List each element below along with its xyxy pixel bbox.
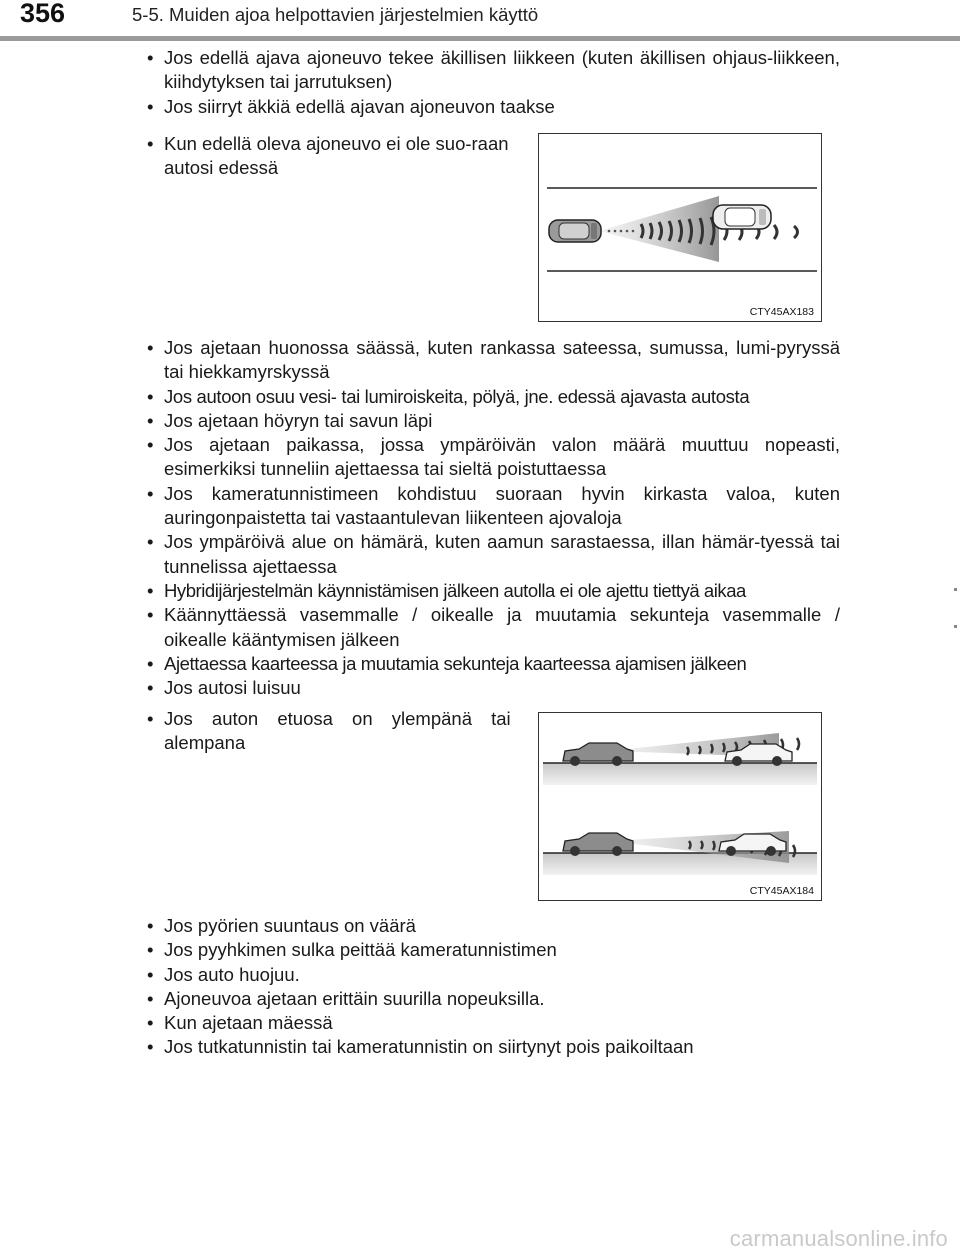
list-item: • Jos pyörien suuntaus on väärä bbox=[147, 914, 840, 938]
figure-offset-vehicle bbox=[538, 133, 822, 322]
front-height-illustration bbox=[539, 713, 821, 900]
list-item: • Jos kameratunnistimeen kohdistuu suoraan hyvin kirkasta valoa, kuten auringonpaistetta tai vastaantulevan liikenteen ajovaloja bbox=[147, 482, 840, 531]
list-item: • Käännyttäessä vasemmalle / oikealle ja muutamia sekunteja vasemmalle / oikealle kääntymisen jälkeen bbox=[147, 603, 840, 652]
list-item: • Jos edellä ajava ajoneuvo tekee äkillisen liikkeen (kuten äkillisen ohjaus-liikkeen, kiihdytyksen tai jarrutuksen) bbox=[147, 46, 840, 95]
figure-code: CTY45AX183 bbox=[749, 306, 814, 318]
list-item: • Jos ajetaan höyryn tai savun läpi bbox=[147, 409, 840, 433]
list-item: • Jos siirryt äkkiä edellä ajavan ajoneuvon taakse bbox=[147, 95, 840, 119]
bullet-list-offset-vehicle bbox=[147, 132, 522, 181]
header-rule bbox=[0, 36, 960, 41]
bullet-list-other-conditions bbox=[147, 914, 840, 1060]
margin-mark bbox=[954, 588, 957, 591]
list-item: • Jos ajetaan paikassa, jossa ympäröivän valon määrä muuttuu nopeasti, esimerkiksi tunneliin ajettaessa tai sieltä poistuttaessa bbox=[147, 433, 840, 482]
list-item: • Jos pyyhkimen sulka peittää kameratunnistimen bbox=[147, 938, 840, 962]
list-item: • Jos auton etuosa on ylempänä tai alempana bbox=[147, 707, 515, 756]
list-item: • Kun ajetaan mäessä bbox=[147, 1011, 840, 1035]
list-item: • Jos auto huojuu. bbox=[147, 963, 840, 987]
section-title: 5-5. Muiden ajoa helpottavien järjestelmien käyttö bbox=[132, 4, 539, 25]
list-item: • Jos autoon osuu vesi- tai lumiroiskeita, pölyä, jne. edessä ajavasta autosta bbox=[147, 385, 840, 409]
list-item: • Ajoneuvoa ajetaan erittäin suurilla nopeuksilla. bbox=[147, 987, 840, 1011]
offset-vehicle-illustration bbox=[539, 134, 821, 321]
own-car-icon bbox=[549, 220, 601, 242]
list-item: • Hybridijärjestelmän käynnistämisen jälkeen autolla ei ole ajettu tiettyä aikaa bbox=[147, 579, 840, 603]
figure-code: CTY45AX184 bbox=[749, 885, 814, 897]
list-item: • Jos tutkatunnistin tai kameratunnistin on siirtynyt pois paikoiltaan bbox=[147, 1035, 840, 1059]
list-item: • Jos ympäröivä alue on hämärä, kuten aamun sarastaessa, illan hämär-tyessä tai tunnelissa ajettaessa bbox=[147, 530, 840, 579]
bullet-list-conditions bbox=[147, 336, 840, 700]
bullet-list-front-height bbox=[147, 707, 515, 756]
list-item: • Ajettaessa kaarteessa ja muutamia sekunteja kaarteessa ajamisen jälkeen bbox=[147, 652, 840, 676]
page-number: 356 bbox=[20, 0, 66, 28]
bullet-list-sudden-moves bbox=[147, 46, 840, 119]
list-item: • Jos autosi luisuu bbox=[147, 676, 840, 700]
list-item: • Jos ajetaan huonossa säässä, kuten rankassa sateessa, sumussa, lumi-pyryssä tai hiekkamyrskyssä bbox=[147, 336, 840, 385]
list-item: • Kun edellä oleva ajoneuvo ei ole suo-raan autosi edessä bbox=[147, 132, 522, 181]
footer-watermark: carmanualsonline.info bbox=[729, 1226, 948, 1251]
figure-front-height bbox=[538, 712, 822, 901]
preceding-car-icon bbox=[713, 205, 771, 229]
margin-mark bbox=[954, 625, 957, 628]
